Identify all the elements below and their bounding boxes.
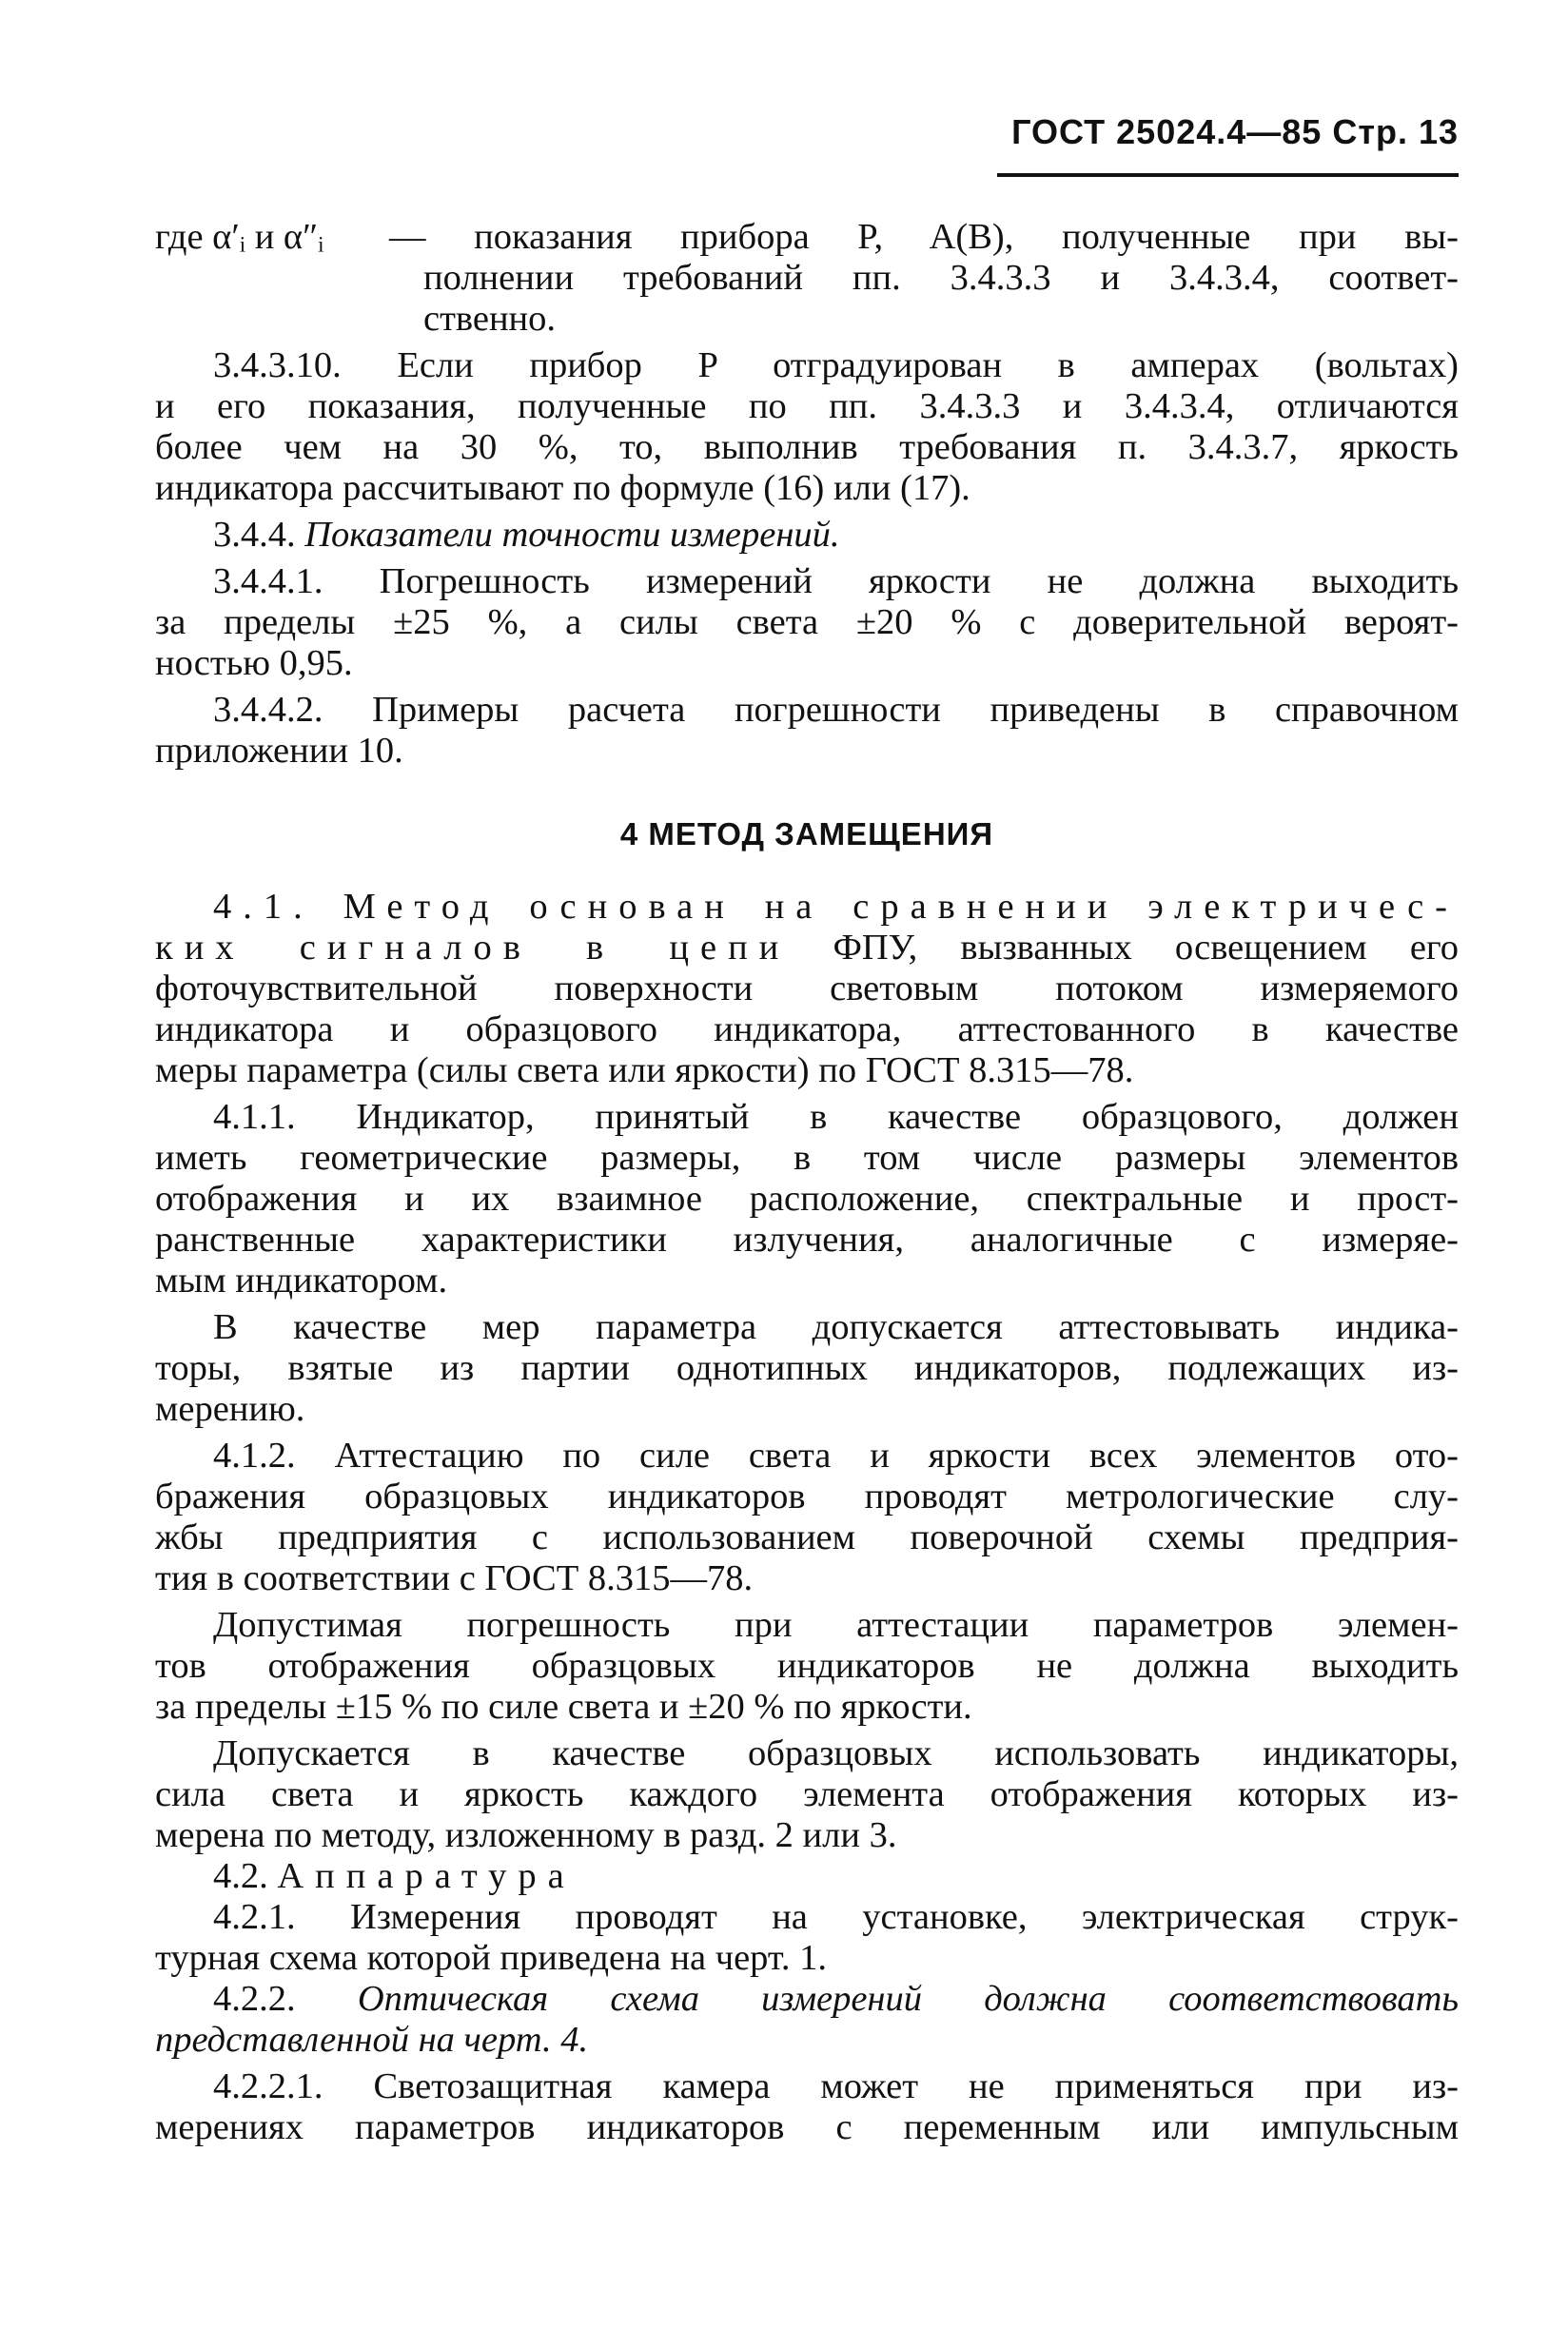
text-line: и его показания, полученные по пп. 3.4.3.3 и 3.4.3.4, отличаются: [155, 386, 1459, 426]
text-line: бражения образцовых индикаторов проводят метрологические слу-: [155, 1477, 1459, 1516]
paragraph-3-4-3-10: [155, 345, 1459, 509]
text-line: индикатора рассчитывают по формуле (16) или (17).: [155, 468, 970, 508]
text-line: отображения и их взаимное расположение, спектральные и прост-: [155, 1179, 1459, 1219]
text-line: сила света и яркость каждого элемента отображения которых из-: [155, 1774, 1459, 1814]
paragraph-4-1-2: [155, 1436, 1459, 1599]
text-line: 4.1. Метод основан на сравнении электричес-: [213, 887, 1459, 927]
paragraph-reference: [155, 1733, 1459, 1856]
text-line: мерению.: [155, 1389, 305, 1429]
text-line: турная схема которой приведена на черт. 1.: [155, 1938, 827, 1978]
definition-line: ственно.: [423, 299, 557, 339]
definition-body: [389, 217, 1459, 340]
text-line: 4.2.1. Измерения проводят на установке, электрическая струк-: [213, 1897, 1459, 1937]
text-line: 3.4.4.1. Погрешность измерений яркости не должна выходить: [213, 561, 1459, 601]
text-fragment: ФПУ, вызванных освещением его: [790, 928, 1459, 968]
definition-block: [155, 217, 1459, 340]
text-line: приложении 10.: [155, 731, 403, 771]
text-line: ностью 0,95.: [155, 643, 353, 683]
paragraph-3-4-4-1: [155, 561, 1459, 684]
clause-title: Аппаратура: [277, 1856, 576, 1896]
text-line: индикатора и образцового индикатора, аттестованного в качестве: [155, 1009, 1459, 1049]
text-line: фоточувствительной поверхности световым потоком измеряемого: [155, 969, 1459, 1008]
page-header: ГОСТ 25024.4—85 Стр. 13: [1011, 112, 1459, 151]
paragraph-4-2-1: [155, 1897, 1459, 1979]
italic-text: представленной на черт. 4.: [155, 2020, 589, 2060]
paragraph-4-2-2: [155, 1979, 1459, 2061]
paragraph-4-1-1: [155, 1097, 1459, 1301]
definition-term: где α′ᵢ и α″ᵢ: [155, 217, 324, 257]
text-line: мерена по методу, изложенному в разд. 2 или 3.: [155, 1815, 897, 1855]
clause-number: 4.2.2.: [213, 1979, 296, 2019]
text-line: мерениях параметров индикаторов с переменным или импульсным: [155, 2107, 1459, 2147]
text-line: торы, взятые из партии однотипных индикаторов, подлежащих из-: [155, 1348, 1459, 1388]
clause-title: Показатели точности измерений.: [304, 515, 840, 555]
section-heading: 4 МЕТОД ЗАМЕЩЕНИЯ: [619, 816, 994, 851]
text-line: 3.4.4.2. Примеры расчета погрешности приведены в справочном: [213, 690, 1459, 730]
text-line: за пределы ±25 %, а силы света ±20 % с доверительной вероят-: [155, 602, 1459, 642]
text-line: меры параметра (силы света или яркости) по ГОСТ 8.315—78.: [155, 1050, 1134, 1090]
italic-text: Оптическая схема измерений должна соответствовать: [357, 1979, 1460, 2019]
text-line: тов отображения образцовых индикаторов не должна выходить: [155, 1646, 1459, 1686]
paragraph-4-1: [155, 887, 1459, 1091]
paragraph-measures: [155, 1307, 1459, 1430]
text-line: мым индикатором.: [155, 1261, 448, 1301]
spaced-text: ких сигналов в цепи: [155, 928, 791, 968]
paragraph-3-4-4: [155, 515, 1459, 556]
text-line: Допускается в качестве образцовых использовать индикаторы,: [213, 1733, 1459, 1773]
definition-line: полнении требований пп. 3.4.3.3 и 3.4.3.4, соответ-: [423, 258, 1459, 298]
clause-number: 4.2.: [213, 1856, 268, 1896]
definition-line: — показания прибора P, A(B), полученные при вы-: [389, 217, 1459, 257]
paragraph-error: [155, 1605, 1459, 1728]
body-text: [155, 217, 1459, 2148]
paragraph-4-2: [155, 1856, 1459, 1897]
text-line: Допустимая погрешность при аттестации параметров элемен-: [213, 1605, 1459, 1645]
text-line: 4.1.2. Аттестацию по силе света и яркости всех элементов ото-: [213, 1436, 1459, 1476]
text-line: за пределы ±15 % по силе света и ±20 % по яркости.: [155, 1687, 972, 1727]
text-line: более чем на 30 %, то, выполнив требования п. 3.4.3.7, яркость: [155, 427, 1459, 467]
text-line: В качестве мер параметра допускается аттестовывать индика-: [213, 1307, 1459, 1347]
paragraph-3-4-4-2: [155, 690, 1459, 772]
text-line: тия в соответствии с ГОСТ 8.315—78.: [155, 1558, 754, 1598]
text-line: ранственные характеристики излучения, аналогичные с измеряе-: [155, 1220, 1459, 1260]
header-rule: [997, 173, 1459, 177]
text-line: 4.1.1. Индикатор, принятый в качестве образцового, должен: [213, 1097, 1459, 1137]
text-line: жбы предприятия с использованием поверочной схемы предприя-: [155, 1517, 1459, 1557]
text-line: иметь геометрические размеры, в том числе размеры элементов: [155, 1138, 1459, 1178]
paragraph-4-2-2-1: [155, 2066, 1459, 2148]
text-line: 3.4.3.10. Если прибор P отградуирован в амперах (вольтах): [213, 345, 1459, 385]
clause-number: 3.4.4.: [213, 515, 296, 555]
text-line: 4.2.2.1. Светозащитная камера может не применяться при из-: [213, 2066, 1459, 2106]
